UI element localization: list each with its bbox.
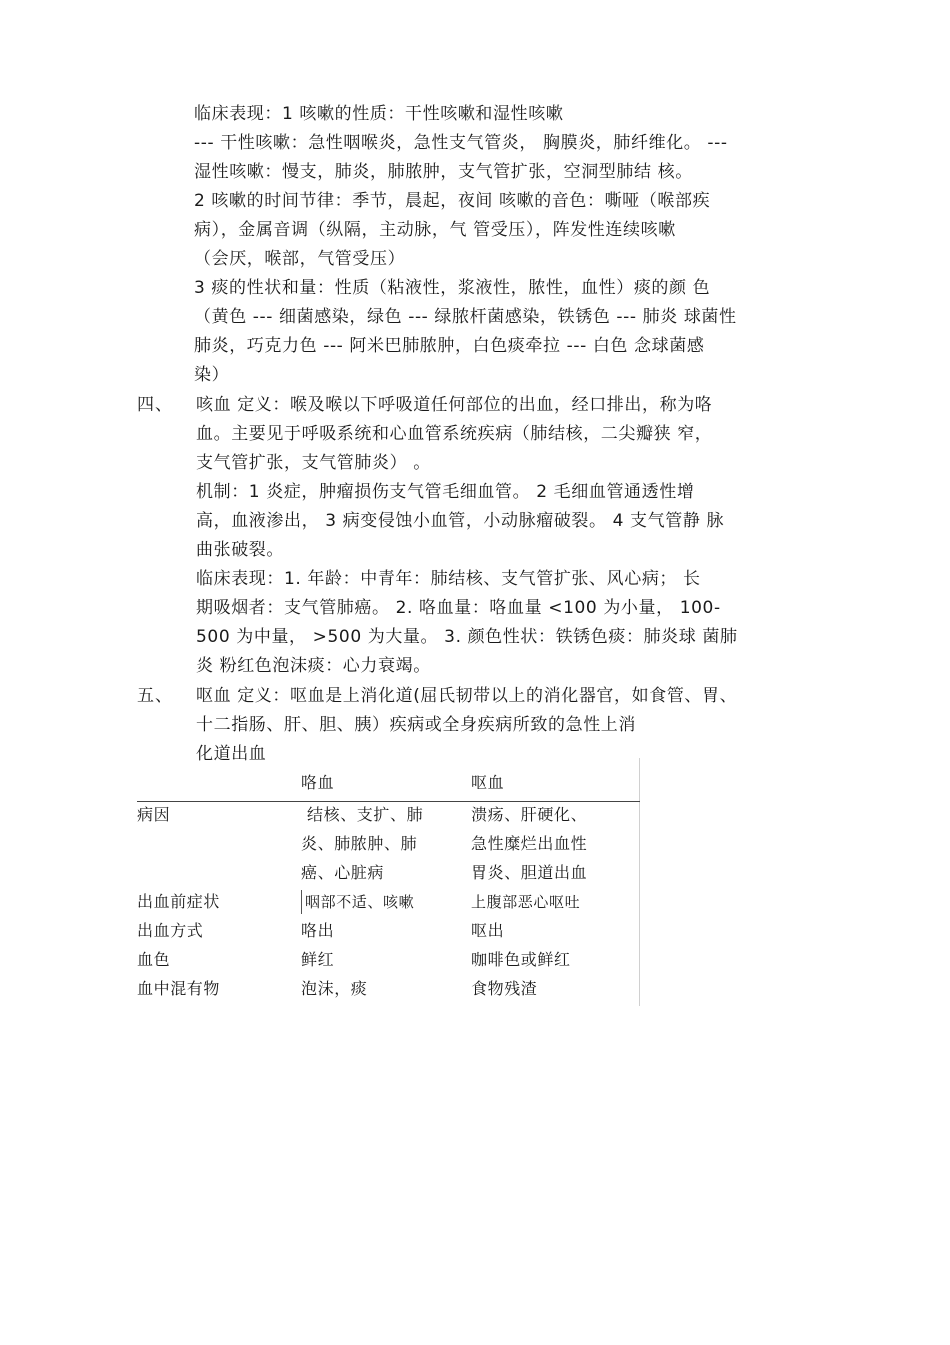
cell-hematemesis: 咖啡色或鲜红	[471, 950, 571, 969]
cell-hematemesis: 胃炎、胆道出血	[471, 863, 588, 882]
row-label: 出血前症状	[137, 892, 221, 911]
text-line: 500 为中量， >500 为大量。 3. 颜色性状：铁锈色痰：肺炎球 菌肺	[196, 627, 738, 647]
cell-hemoptysis: 泡沫，痰	[301, 979, 368, 998]
text-line: 呕血 定义：呕血是上消化道(屈氏韧带以上的消化器官，如食管、胃、	[196, 686, 738, 706]
cell-hemoptysis: 炎、肺脓肿、肺	[301, 834, 418, 853]
text-line: 期吸烟者：支气管肺癌。 2. 咯血量：咯血量 <100 为小量， 100-	[196, 598, 721, 618]
text-line: 病），金属音调（纵隔，主动脉，气 管受压），阵发性连续咳嗽	[194, 220, 676, 240]
text-line: 临床表现：1. 年龄：中青年：肺结核、支气管扩张、风心病； 长	[196, 569, 701, 589]
cell-hemoptysis: 癌、心脏病	[301, 863, 385, 882]
cell-hematemesis: 上腹部恶心呕吐	[471, 893, 581, 911]
text-line: 临床表现：1 咳嗽的性质：干性咳嗽和湿性咳嗽	[194, 104, 564, 124]
text-line: 3 痰的性状和量：性质（粘液性，浆液性，脓性，血性）痰的颜 色	[194, 278, 711, 298]
header-hemoptysis: 咯血	[301, 773, 335, 792]
row-label: 病因	[137, 805, 171, 824]
text-line: 高，血液渗出， 3 病变侵蚀小血管，小动脉瘤破裂。 4 支气管静 脉	[196, 511, 725, 531]
text-line: 血。主要见于呼吸系统和心血管系统疾病（肺结核，二尖瓣狭 窄，	[196, 424, 713, 444]
comparison-table	[137, 758, 642, 1008]
cell-hematemesis: 急性糜烂出血性	[471, 834, 588, 853]
text-line: 咳血 定义：喉及喉以下呼吸道任何部位的出血，经口排出，称为咯	[196, 395, 713, 415]
cell-hemoptysis: 鲜红	[301, 950, 335, 969]
cell-hemoptysis: 结核、支扩、肺	[307, 805, 424, 824]
text-line: （会厌，喉部，气管受压）	[194, 249, 406, 269]
text-line: 化道出血	[196, 744, 267, 764]
cell-hemoptysis: 咽部不适、咳嗽	[305, 893, 415, 911]
text-line: 支气管扩张，支气管肺炎） 。	[196, 453, 431, 473]
cell-hematemesis: 呕出	[471, 921, 505, 940]
table-cell-mark	[301, 890, 302, 914]
table-header-rule	[137, 801, 640, 802]
cell-hematemesis: 溃疡、肝硬化、	[471, 805, 588, 824]
row-label: 血中混有物	[137, 979, 221, 998]
text-line: 肺炎，巧克力色 --- 阿米巴肺脓肿，白色痰牵拉 --- 白色 念球菌感	[194, 336, 705, 356]
text-line: --- 干性咳嗽：急性咽喉炎，急性支气管炎， 胸膜炎，肺纤维化。 ---	[194, 133, 728, 153]
section-number: 四、	[137, 395, 173, 415]
text-line: 炎 粉红色泡沫痰：心力衰竭。	[196, 656, 431, 676]
text-line: 十二指肠、肝、胆、胰）疾病或全身疾病所致的急性上消	[196, 715, 636, 735]
text-line: 曲张破裂。	[196, 540, 284, 560]
table-right-border	[639, 758, 640, 1006]
section-number: 五、	[137, 686, 173, 706]
row-label: 血色	[137, 950, 171, 969]
cell-hemoptysis: 咯出	[301, 921, 335, 940]
text-line: 2 咳嗽的时间节律：季节，晨起，夜间 咳嗽的音色：嘶哑（喉部疾	[194, 191, 711, 211]
text-line: （黄色 --- 细菌感染，绿色 --- 绿脓杆菌感染，铁锈色 --- 肺炎 球菌性	[194, 307, 737, 327]
text-line: 湿性咳嗽：慢支，肺炎，肺脓肿，支气管扩张，空洞型肺结 核。	[194, 162, 693, 182]
text-line: 机制：1 炎症，肿瘤损伤支气管毛细血管。 2 毛细血管通透性增	[196, 482, 695, 502]
cell-hematemesis: 食物残渣	[471, 979, 538, 998]
text-line: 染）	[194, 365, 230, 385]
header-hematemesis: 呕血	[471, 773, 505, 792]
row-label: 出血方式	[137, 921, 204, 940]
